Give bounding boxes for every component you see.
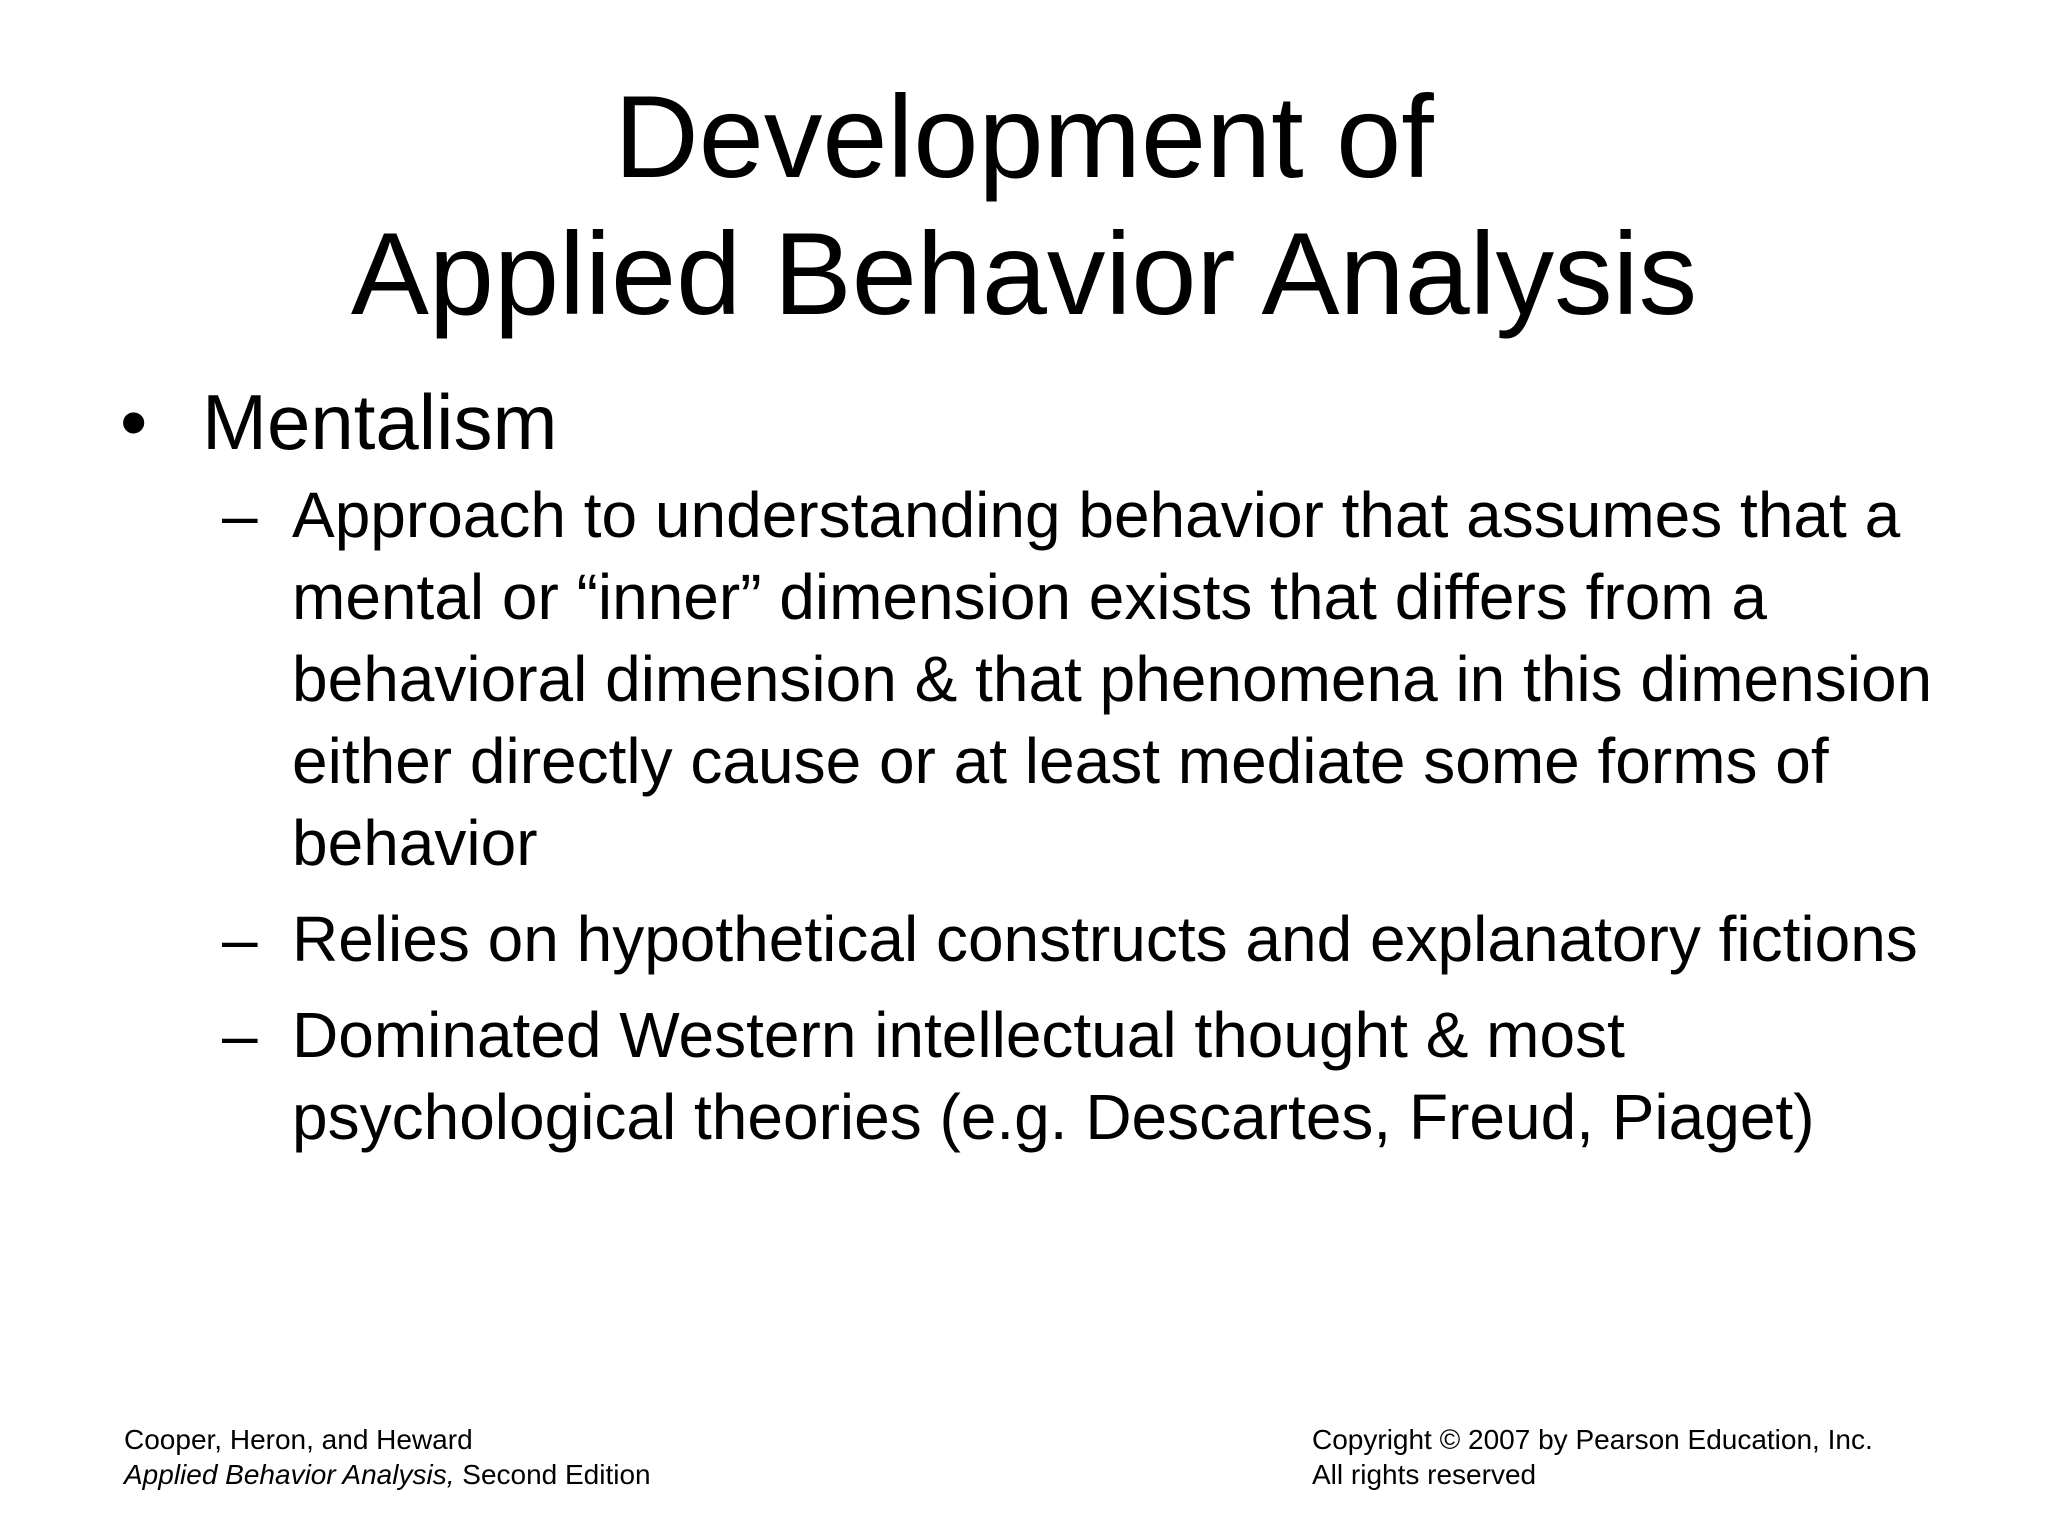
bullet-dot-icon: • (120, 378, 148, 466)
sub-bullet-text: Dominated Western intellectual thought & most psychological theories (e.g. Descartes, Freud, Piaget) (292, 999, 1815, 1153)
sub-bullet (0, 898, 1992, 980)
slide-title (0, 68, 2048, 342)
footer-authors: Cooper, Heron, and Heward (124, 1424, 473, 1455)
sub-bullet (0, 994, 1992, 1158)
bullet-list (0, 372, 2048, 1172)
dash-icon: – (222, 903, 258, 975)
main-bullet (0, 372, 2048, 472)
slide-title-line-2: Applied Behavior Analysis (350, 208, 1698, 339)
sub-bullet (0, 474, 1992, 884)
sub-bullet-text: Relies on hypothetical constructs and explanatory fictions (292, 903, 1918, 975)
footer-book-line (124, 1457, 651, 1492)
footer-edition: Second Edition (454, 1459, 651, 1490)
footer-copyright (1312, 1422, 1873, 1492)
dash-icon: – (222, 479, 258, 551)
footer-rights: All rights reserved (1312, 1459, 1537, 1490)
slide-title-line-1: Development of (614, 71, 1434, 202)
main-bullet-text: Mentalism (202, 378, 558, 466)
footer-book-title: Applied Behavior Analysis, (124, 1459, 455, 1490)
dash-icon: – (222, 999, 258, 1071)
footer-citation (124, 1422, 651, 1492)
sub-bullet-text: Approach to understanding behavior that assumes that a mental or “inner” dimension exists that differs from a behavioral dimension & that phenomena in this dimension either directly cause or at least mediate some forms of behavior (292, 479, 1933, 879)
footer-copyright-text: Copyright © 2007 by Pearson Education, Inc. (1312, 1424, 1873, 1455)
